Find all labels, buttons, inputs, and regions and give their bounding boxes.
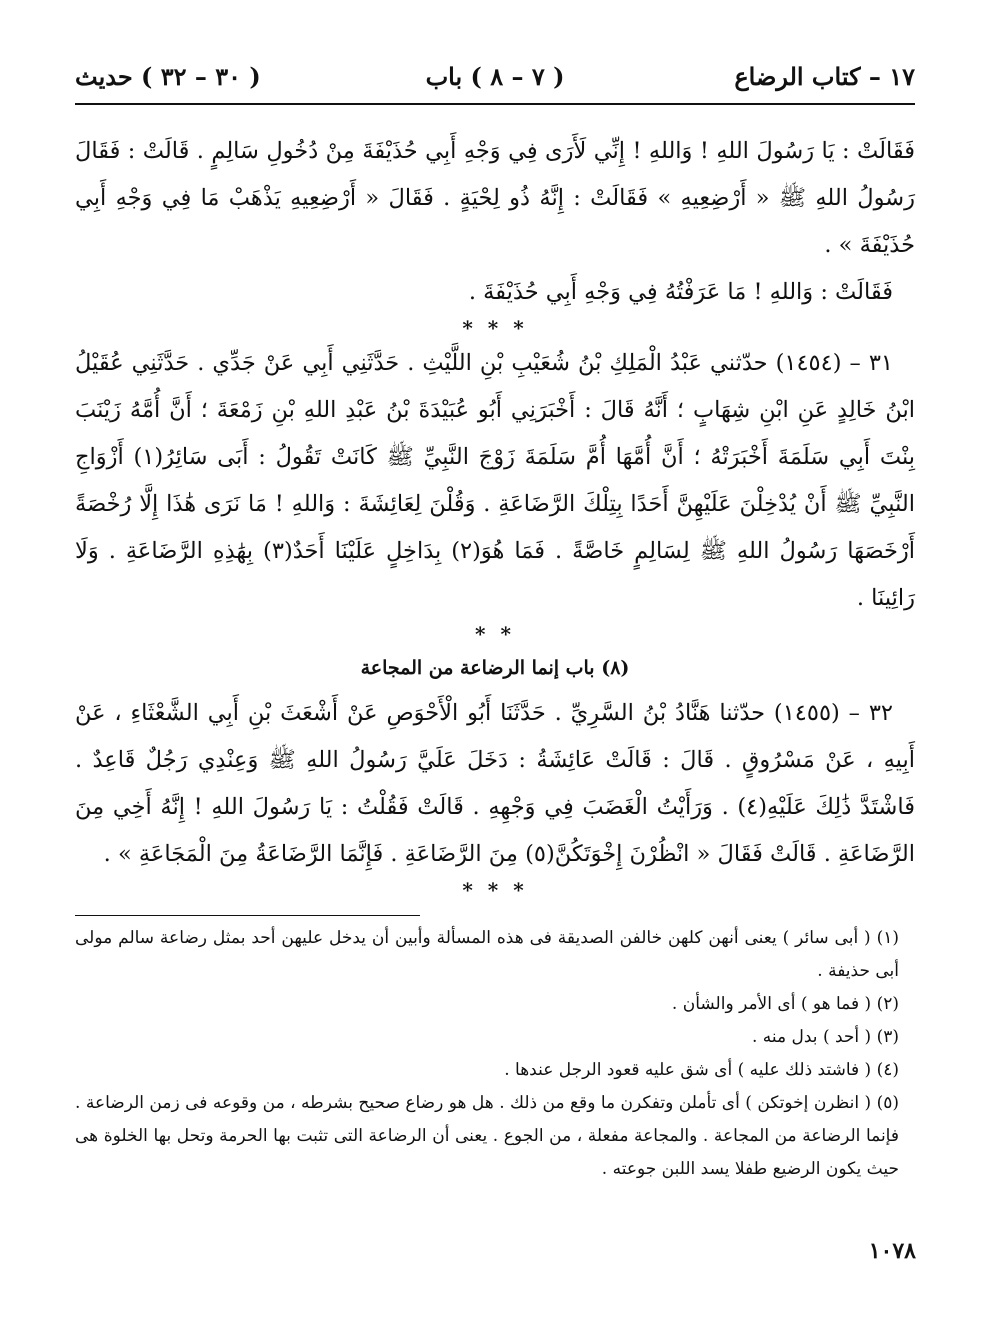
footnotes xyxy=(75,922,915,1186)
chapter-title: (٨) باب إنما الرضاعة من المجاعة xyxy=(360,657,630,679)
footnote-1: (١) ( أبى سائر ) يعنى أنهن كلهن خالفن الصديقة فى هذه المسألة وأبين أن يدخل عليهن أحد بمثل رضاعة سالم مولى أبى حذيفة . xyxy=(75,928,899,981)
paragraph-continued: فَقَالَتْ : يَا رَسُولَ اللهِ ! وَاللهِ ! إِنِّي لَأَرَى فِي وَجْهِ أَبِي حُذَيْفَةَ مِنْ دُخُولِ سَالِمٍ . قَالَتْ : فَقَالَ رَسُولُ اللهِ ﷺ « أَرْضِعِيهِ » فَقَالَتْ : إِنَّهُ ذُو لِحْيَةٍ . فَقَالَ « أَرْضِعِيهِ يَذْهَبْ مَا فِي وَجْهِ أَبِي حُذَيْفَةَ » . xyxy=(75,138,915,258)
section-separator: * * xyxy=(475,622,515,646)
header-divider xyxy=(75,103,915,105)
footnote-3: (٣) ( أحد ) بدل منه . xyxy=(751,1027,899,1047)
footnote-4: (٤) ( فاشتد ذلك عليه ) أى شق عليه قعود الرجل عندها . xyxy=(504,1060,899,1080)
page-number: ١٠٧٨ xyxy=(868,1238,916,1264)
hadith-32: ٣٢ – (١٤٥٥) حدّثنا هَنَّادُ بْنُ السَّرِيِّ . حَدَّثَنَا أَبُو الْأَحْوَصِ عَنْ أَشْعَثَ بْنِ أَبِي الشَّعْثَاءِ ، عَنْ أَبِيهِ ، عَنْ مَسْرُوقٍ . قَالَ : قَالَتْ عَائِشَةُ : دَخَلَ عَلَيَّ رَسُولُ اللهِ ﷺ وَعِنْدِي رَجُلٌ قَاعِدٌ . فَاشْتَدَّ ذَٰلِكَ عَلَيْهِ(٤) . وَرَأَيْتُ الْغَضَبَ فِي وَجْهِهِ . قَالَتْ فَقُلْتُ : يَا رَسُولَ اللهِ ! إِنَّهُ أَخِي مِنَ الرَّضَاعَةِ . قَالَتْ فَقَالَ « انْظُرْنَ إِخْوَتَكُنَّ(٥) مِنَ الرَّضَاعَةِ . فَإِنَّمَا الرَّضَاعَةُ مِنَ الْمَجَاعَةِ » . xyxy=(75,700,915,867)
header-chapter-range: ( ٧ – ٨ ) باب xyxy=(425,62,565,91)
section-separator: * * * xyxy=(462,878,528,902)
header-book-title: ١٧ – كتاب الرضاع xyxy=(734,62,915,91)
header-hadith-range: ( ٣٠ – ٣٢ ) حديث xyxy=(75,62,261,91)
main-text xyxy=(75,128,915,902)
running-header xyxy=(75,62,915,102)
footnote-divider xyxy=(75,915,420,916)
footnote-5: (٥) ( انظرن إخوتكن ) أى تأملن وتفكرن ما وقع من ذلك . هل هو رضاع صحيح بشرطه ، من وقوعه فى زمن الرضاعة . فإنما الرضاعة من المجاعة . والمجاعة مفعلة ، من الجوع . يعنى أن الرضاعة التى تثبت بها الحرمة وتحل بها الخلوة هى حيث يكون الرضيع طفلا يسد اللبن جوعته . xyxy=(75,1093,899,1179)
paragraph-closing: فَقَالَتْ : وَاللهِ ! مَا عَرَفْتُهُ فِي وَجْهِ أَبِي حُذَيْفَةَ . xyxy=(468,279,893,305)
footnote-2: (٢) ( فما هو ) أى الأمر والشأن . xyxy=(671,994,899,1014)
hadith-31: ٣١ – (١٤٥٤) حدّثني عَبْدُ الْمَلِكِ بْنُ شُعَيْبِ بْنِ اللَّيْثِ . حَدَّثَنِي أَبِي عَنْ جَدِّي . حَدَّثَنِي عُقَيْلُ ابْنُ خَالِدٍ عَنِ ابْنِ شِهَابٍ ؛ أَنَّهُ قَالَ : أَخْبَرَنِي أَبُو عُبَيْدَةَ بْنُ عَبْدِ اللهِ بْنِ زَمْعَةَ ؛ أَنَّ أُمَّهُ زَيْنَبَ بِنْتَ أَبِي سَلَمَةَ أَخْبَرَتْهُ ؛ أَنَّ أُمَّهَا أُمَّ سَلَمَةَ زَوْجَ النَّبِيِّ ﷺ كَانَتْ تَقُولُ : أَبَى سَائِرُ(١) أَزْوَاجِ النَّبِيِّ ﷺ أَنْ يُدْخِلْنَ عَلَيْهِنَّ أَحَدًا بِتِلْكَ الرَّضَاعَةِ . وَقُلْنَ لِعَائِشَةَ : وَاللهِ ! مَا نَرَى هَٰذَا إِلَّا رُخْصَةً أَرْخَصَهَا رَسُولُ اللهِ ﷺ لِسَالِمٍ خَاصَّةً . فَمَا هُوَ(٢) بِدَاخِلٍ عَلَيْنَا أَحَدٌ(٣) بِهَٰذِهِ الرَّضَاعَةِ . وَلَا رَائِينَا . xyxy=(75,350,916,611)
section-separator: * * * xyxy=(462,316,528,340)
